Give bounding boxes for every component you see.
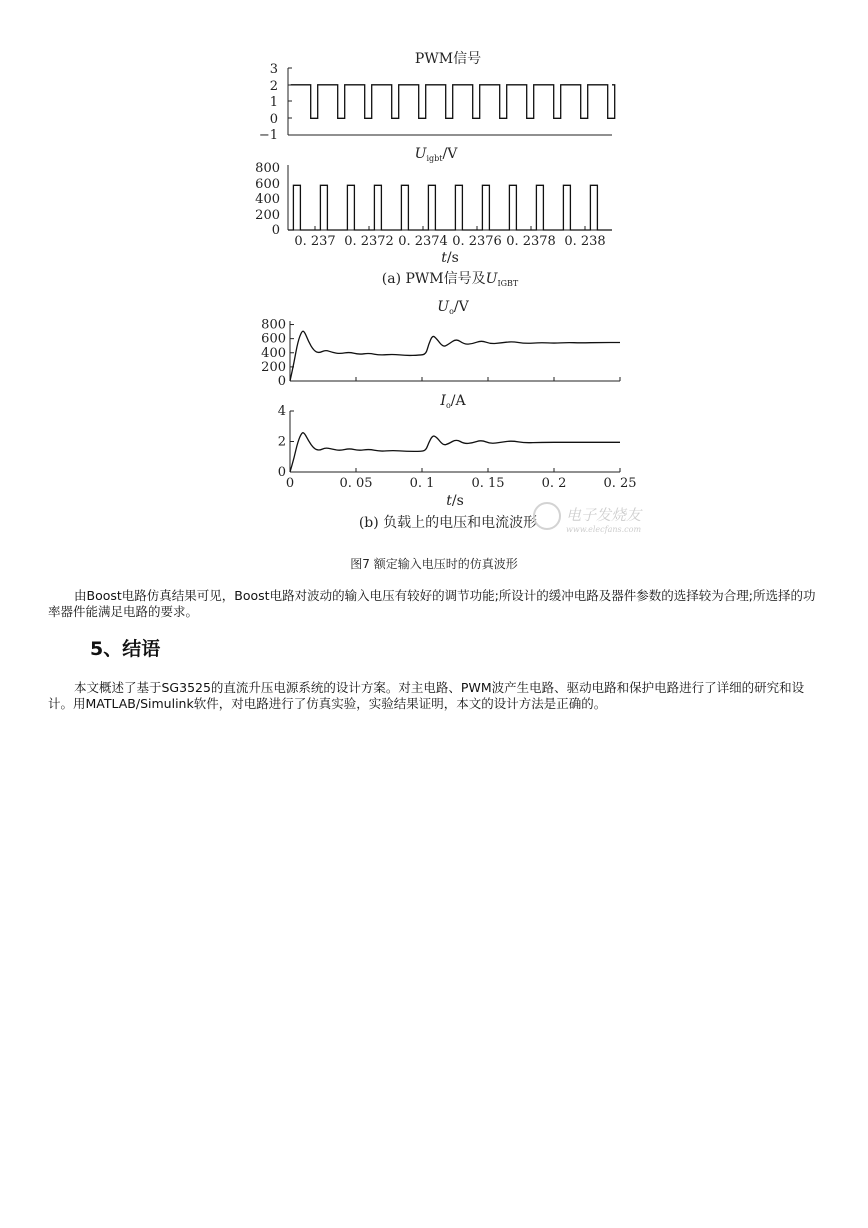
uo-ytick-label: 400 [261,345,286,361]
uigbt-waveform [288,185,612,230]
uo-ytick-label: 200 [261,359,286,375]
section-heading: 5、结语 [90,638,161,660]
subfigure-b-label: (b) 负载上的电压和电流波形 [358,515,538,531]
uo-waveform [290,331,620,381]
pwm-waveform [291,85,615,119]
io-x-ticks [286,468,637,491]
watermark-logo-icon [534,503,560,529]
pwm-panel-title: PWM信号 [414,51,482,67]
pwm-ytick-0: 0 [269,112,278,127]
uo-y-ticks [261,318,294,389]
io-waveform [290,433,620,472]
uigbt-ytick-0: 0 [271,223,280,238]
uigbt-panel [255,146,612,288]
pwm-panel [259,51,615,143]
uigbt-xtick-label: 0. 2376 [452,234,502,249]
body-paragraph-1: 由Boost电路仿真结果可见，Boost电路对波动的输入电压有较好的调节功能;所设计的缓冲电路及器件参数的选择较为合理;所选择的功率器件能满足电路的要求。 [48,588,816,619]
watermark [534,503,643,534]
simulation-figure [0,0,868,545]
uigbt-xtick-label: 0. 238 [564,234,606,249]
uigbt-ytick-800: 800 [255,161,280,176]
pwm-ytick-1: 1 [269,95,278,110]
uigbt-xtick-label: 0. 2372 [344,234,394,249]
io-panel-title: $I_o/A$ [440,393,466,410]
uo-ytick-label: 0 [277,374,286,389]
body-paragraph-2: 本文概述了基于SG3525的直流升压电源系统的设计方案。对主电路、PWM波产生电路、驱动电路和保护电路进行了详细的研究和设计。用MATLAB/Simulink软件，对电路进行了仿真实验，实验结果证明，本文的设计方法是正确的。 [48,680,805,711]
io-xtick-label: 0. 2 [541,476,567,491]
subfigure-a-label: (a) PWM信号及$U_{IGBT}$ [381,271,519,288]
io-xtick-label: 0. 15 [471,476,505,491]
uigbt-title-unit: /V [442,146,458,162]
uo-x-tickmarks [290,377,620,381]
pwm-ytick-2: 2 [269,79,278,94]
pwm-axes [259,62,612,143]
io-x-label: t/s [446,493,464,509]
io-xtick-label: 0. 05 [339,476,373,491]
pwm-ytick-3: 3 [269,62,278,77]
uigbt-panel-title [415,146,459,163]
uigbt-ytick-200: 200 [255,208,280,223]
io-ytick-label: 2 [277,434,286,450]
uo-ytick-label: 800 [261,317,286,333]
uigbt-xtick-label: 0. 237 [294,234,336,249]
io-xtick-label: 0. 25 [603,476,637,491]
uigbt-xtick-label: 0. 2374 [398,234,448,249]
uigbt-xtick-label: 0. 2378 [506,234,556,249]
uigbt-x-label: t/s [441,250,459,266]
io-ytick-label: 4 [277,404,286,419]
io-xtick-label: 0. 1 [409,476,435,491]
uigbt-title-subscript: igbt [426,154,443,163]
watermark-brand: 电子发烧友 [566,506,642,524]
io-xtick-label: 0 [285,476,295,491]
uigbt-ytick-600: 600 [255,177,280,192]
io-ytick-label: 0 [277,465,286,480]
uigbt-title-symbol: U [414,146,427,162]
uo-ytick-label: 600 [261,331,286,347]
uigbt-ytick-400: 400 [255,192,280,207]
figure-caption: 图7 额定输入电压时的仿真波形 [350,557,518,571]
uo-panel [261,299,620,389]
pwm-ytick-neg1: −1 [258,128,278,143]
watermark-url: www.elecfans.com [566,525,642,534]
uo-panel-title: $U_o/V$ [437,299,469,316]
